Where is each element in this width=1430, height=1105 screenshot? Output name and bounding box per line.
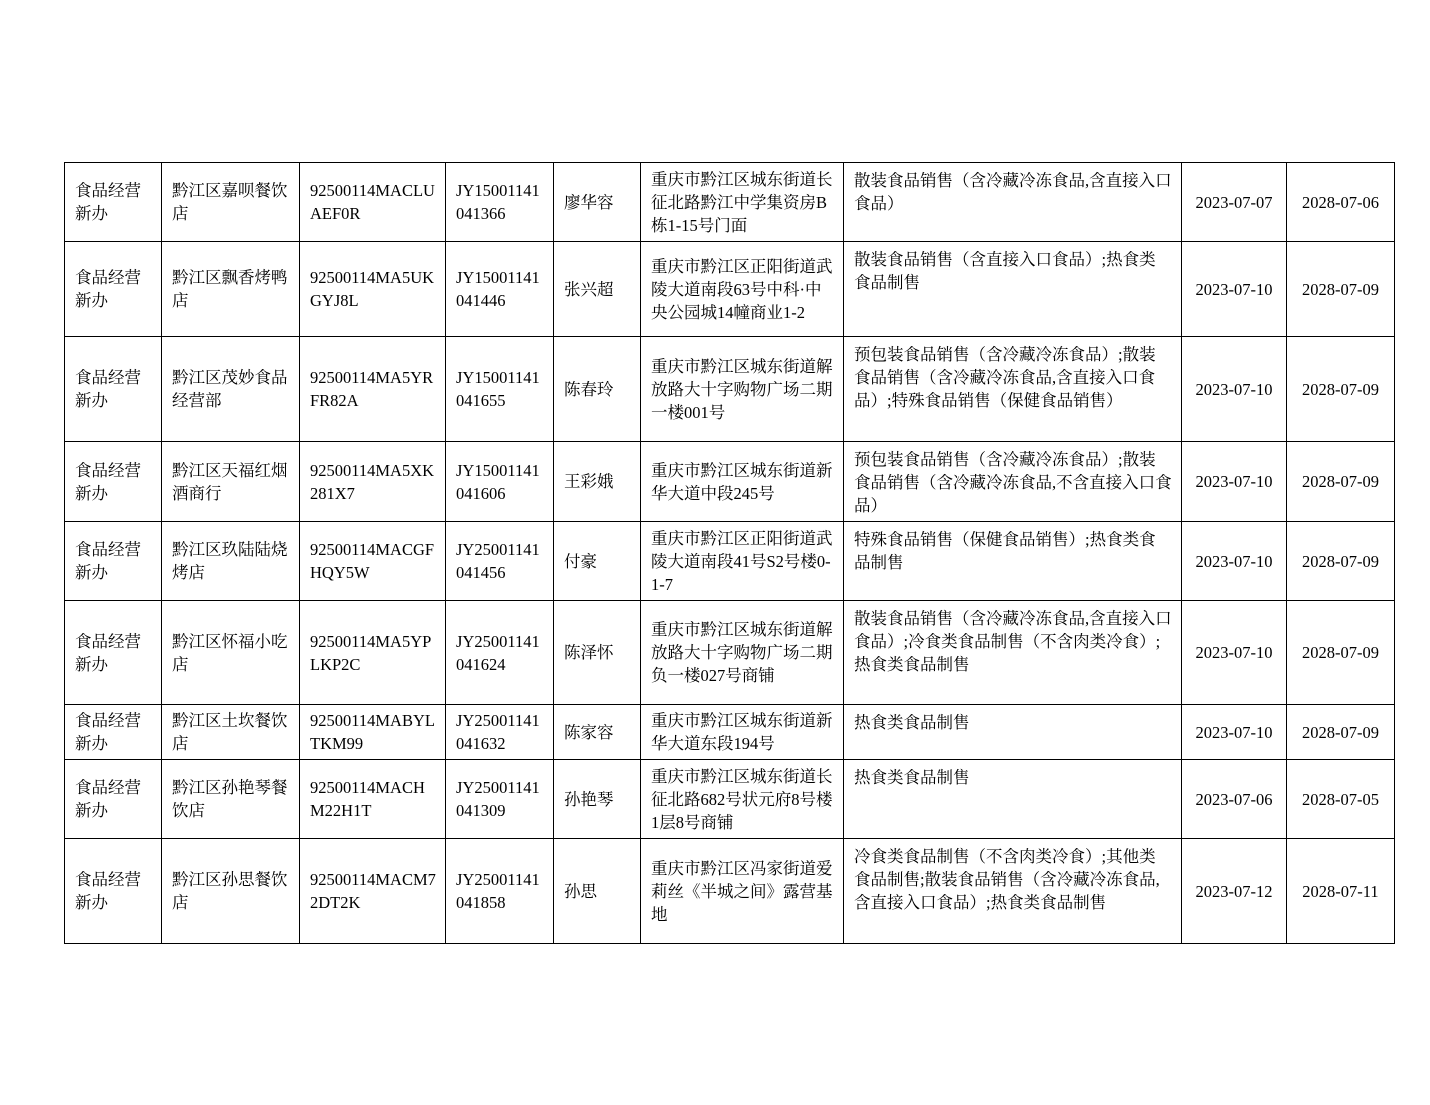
category-cell: 食品经营新办 [65, 522, 162, 601]
license-number-cell: JY15001141041366 [446, 163, 554, 242]
table-row [65, 442, 1395, 522]
table-row [65, 705, 1395, 760]
category-cell: 食品经营新办 [65, 760, 162, 839]
business-scope-cell: 冷食类食品制售（不含肉类冷食）;其他类食品制售;散装食品销售（含冷藏冷冻食品,含直接入口食品）;热食类食品制售 [844, 839, 1182, 944]
issue-date-cell: 2023-07-10 [1182, 522, 1287, 601]
expiry-date-cell: 2028-07-09 [1287, 601, 1395, 705]
business-scope-cell: 预包装食品销售（含冷藏冷冻食品）;散装食品销售（含冷藏冷冻食品,不含直接入口食品） [844, 442, 1182, 522]
license-number-cell: JY15001141041606 [446, 442, 554, 522]
business-name-cell: 黔江区玖陆陆烧烤店 [162, 522, 300, 601]
address-cell: 重庆市黔江区城东街道解放路大十字购物广场二期一楼001号 [641, 337, 844, 442]
category-cell: 食品经营新办 [65, 337, 162, 442]
expiry-date-cell: 2028-07-06 [1287, 163, 1395, 242]
issue-date-cell: 2023-07-10 [1182, 601, 1287, 705]
business-name-cell: 黔江区土坎餐饮店 [162, 705, 300, 760]
responsible-person-cell: 陈泽怀 [554, 601, 641, 705]
table-row [65, 760, 1395, 839]
license-number-cell: JY15001141041446 [446, 242, 554, 337]
expiry-date-cell: 2028-07-09 [1287, 442, 1395, 522]
expiry-date-cell: 2028-07-09 [1287, 337, 1395, 442]
issue-date-cell: 2023-07-10 [1182, 705, 1287, 760]
expiry-date-cell: 2028-07-09 [1287, 522, 1395, 601]
expiry-date-cell: 2028-07-09 [1287, 705, 1395, 760]
expiry-date-cell: 2028-07-05 [1287, 760, 1395, 839]
table-row [65, 337, 1395, 442]
license-number-cell: JY25001141041632 [446, 705, 554, 760]
responsible-person-cell: 廖华容 [554, 163, 641, 242]
issue-date-cell: 2023-07-10 [1182, 442, 1287, 522]
responsible-person-cell: 付豪 [554, 522, 641, 601]
license-number-cell: JY25001141041309 [446, 760, 554, 839]
business-name-cell: 黔江区天福红烟酒商行 [162, 442, 300, 522]
table-row [65, 522, 1395, 601]
business-scope-cell: 热食类食品制售 [844, 760, 1182, 839]
category-cell: 食品经营新办 [65, 705, 162, 760]
responsible-person-cell: 张兴超 [554, 242, 641, 337]
business-scope-cell: 散装食品销售（含冷藏冷冻食品,含直接入口食品） [844, 163, 1182, 242]
address-cell: 重庆市黔江区城东街道新华大道东段194号 [641, 705, 844, 760]
responsible-person-cell: 陈家容 [554, 705, 641, 760]
credit-code-cell: 92500114MACGFHQY5W [300, 522, 446, 601]
category-cell: 食品经营新办 [65, 839, 162, 944]
credit-code-cell: 92500114MA5XK281X7 [300, 442, 446, 522]
business-name-cell: 黔江区孙思餐饮店 [162, 839, 300, 944]
category-cell: 食品经营新办 [65, 242, 162, 337]
table-row [65, 242, 1395, 337]
responsible-person-cell: 孙艳琴 [554, 760, 641, 839]
table-row [65, 601, 1395, 705]
license-number-cell: JY25001141041624 [446, 601, 554, 705]
category-cell: 食品经营新办 [65, 442, 162, 522]
issue-date-cell: 2023-07-10 [1182, 337, 1287, 442]
table-row [65, 839, 1395, 944]
business-name-cell: 黔江区怀福小吃店 [162, 601, 300, 705]
business-name-cell: 黔江区茂妙食品经营部 [162, 337, 300, 442]
address-cell: 重庆市黔江区城东街道解放路大十字购物广场二期负一楼027号商铺 [641, 601, 844, 705]
business-scope-cell: 散装食品销售（含冷藏冷冻食品,含直接入口食品）;冷食类食品制售（不含肉类冷食）;热食类食品制售 [844, 601, 1182, 705]
business-scope-cell: 特殊食品销售（保健食品销售）;热食类食品制售 [844, 522, 1182, 601]
business-scope-cell: 预包装食品销售（含冷藏冷冻食品）;散装食品销售（含冷藏冷冻食品,含直接入口食品）;特殊食品销售（保健食品销售） [844, 337, 1182, 442]
business-scope-cell: 热食类食品制售 [844, 705, 1182, 760]
credit-code-cell: 92500114MACLUAEF0R [300, 163, 446, 242]
license-number-cell: JY15001141041655 [446, 337, 554, 442]
license-number-cell: JY25001141041858 [446, 839, 554, 944]
expiry-date-cell: 2028-07-11 [1287, 839, 1395, 944]
credit-code-cell: 92500114MA5YRFR82A [300, 337, 446, 442]
business-scope-cell: 散装食品销售（含直接入口食品）;热食类食品制售 [844, 242, 1182, 337]
credit-code-cell: 92500114MABYLTKM99 [300, 705, 446, 760]
category-cell: 食品经营新办 [65, 601, 162, 705]
expiry-date-cell: 2028-07-09 [1287, 242, 1395, 337]
category-cell: 食品经营新办 [65, 163, 162, 242]
address-cell: 重庆市黔江区城东街道长征北路682号状元府8号楼1层8号商铺 [641, 760, 844, 839]
credit-code-cell: 92500114MACHM22H1T [300, 760, 446, 839]
business-name-cell: 黔江区孙艳琴餐饮店 [162, 760, 300, 839]
business-name-cell: 黔江区飘香烤鸭店 [162, 242, 300, 337]
issue-date-cell: 2023-07-12 [1182, 839, 1287, 944]
issue-date-cell: 2023-07-07 [1182, 163, 1287, 242]
business-name-cell: 黔江区嘉呗餐饮店 [162, 163, 300, 242]
responsible-person-cell: 孙思 [554, 839, 641, 944]
issue-date-cell: 2023-07-10 [1182, 242, 1287, 337]
credit-code-cell: 92500114MA5UKGYJ8L [300, 242, 446, 337]
table-row [65, 163, 1395, 242]
responsible-person-cell: 王彩娥 [554, 442, 641, 522]
address-cell: 重庆市黔江区正阳街道武陵大道南段41号S2号楼0-1-7 [641, 522, 844, 601]
issue-date-cell: 2023-07-06 [1182, 760, 1287, 839]
credit-code-cell: 92500114MA5YPLKP2C [300, 601, 446, 705]
credit-code-cell: 92500114MACM72DT2K [300, 839, 446, 944]
license-number-cell: JY25001141041456 [446, 522, 554, 601]
license-records-table [64, 162, 1395, 944]
address-cell: 重庆市黔江区冯家街道爱莉丝《半城之间》露营基地 [641, 839, 844, 944]
address-cell: 重庆市黔江区城东街道长征北路黔江中学集资房B栋1-15号门面 [641, 163, 844, 242]
responsible-person-cell: 陈春玲 [554, 337, 641, 442]
address-cell: 重庆市黔江区正阳街道武陵大道南段63号中科·中央公园城14幢商业1-2 [641, 242, 844, 337]
address-cell: 重庆市黔江区城东街道新华大道中段245号 [641, 442, 844, 522]
